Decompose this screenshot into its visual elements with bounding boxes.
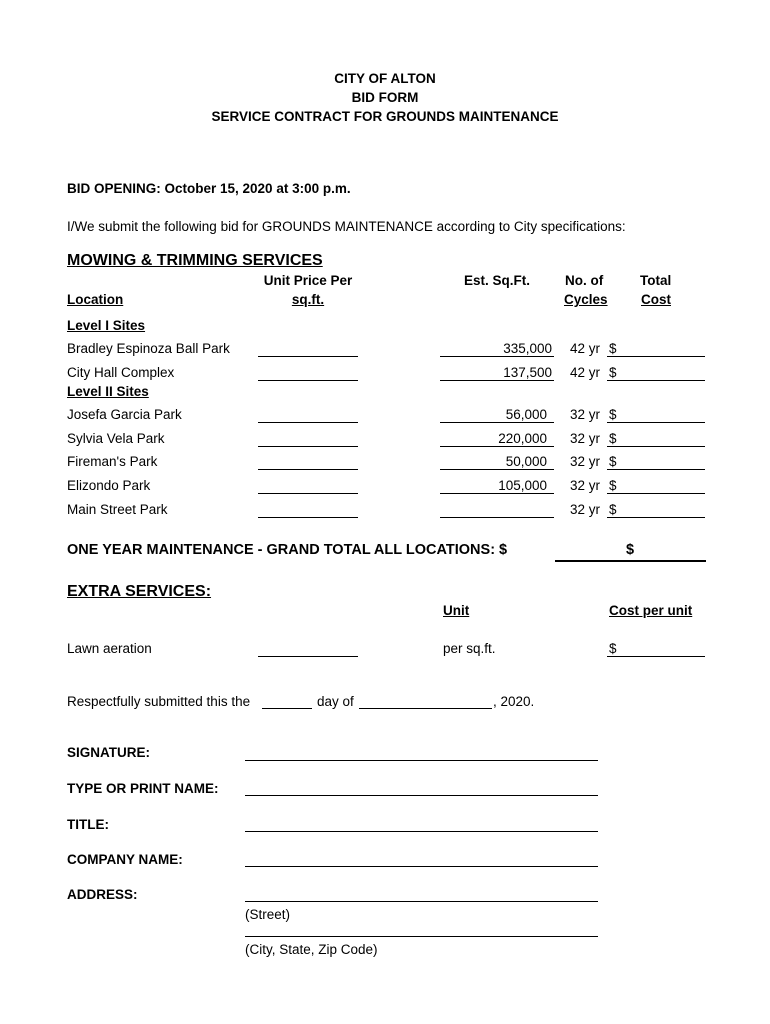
level2-heading: Level II Sites <box>67 384 149 399</box>
grand-total-label: ONE YEAR MAINTENANCE - GRAND TOTAL ALL LOCATIONS: $ <box>67 542 508 558</box>
city-caption: (City, State, Zip Code) <box>245 942 378 957</box>
dollar-sign: $ <box>609 341 617 356</box>
day-field[interactable] <box>262 708 312 709</box>
unit-price-field[interactable] <box>258 422 358 423</box>
dollar-sign: $ <box>609 502 617 517</box>
sqft-field[interactable] <box>440 517 554 518</box>
dollar-sign: $ <box>609 478 617 493</box>
total-cost-field[interactable] <box>607 493 705 494</box>
extra-price-field[interactable] <box>258 656 358 657</box>
cycles-value: 32 yr <box>570 431 601 446</box>
site-name: Bradley Espinoza Ball Park <box>67 341 230 356</box>
total-cost-field[interactable] <box>607 469 705 470</box>
col-unit: Unit <box>443 603 470 618</box>
cycles-value: 32 yr <box>570 454 601 469</box>
mowing-title: MOWING & TRIMMING SERVICES <box>67 252 323 269</box>
dollar-sign: $ <box>609 407 617 422</box>
extra-item: Lawn aeration <box>67 641 152 656</box>
header-contract: SERVICE CONTRACT FOR GROUNDS MAINTENANCE <box>211 109 559 124</box>
title-label: TITLE: <box>67 817 109 832</box>
unit-price-field[interactable] <box>258 356 358 357</box>
title-field[interactable] <box>245 831 598 832</box>
submitted-dayof: day of <box>317 694 354 709</box>
sqft-value: 220,000 <box>498 431 547 446</box>
unit-price-field[interactable] <box>258 446 358 447</box>
unit-price-field[interactable] <box>258 493 358 494</box>
intro-text: I/We submit the following bid for GROUNDS MAINTENANCE according to City specifications: <box>67 219 626 234</box>
sqft-value: 137,500 <box>503 365 552 380</box>
total-cost-field[interactable] <box>607 422 705 423</box>
site-name: Josefa Garcia Park <box>67 407 182 422</box>
site-name: Fireman's Park <box>67 454 158 469</box>
sqft-underline <box>440 380 554 381</box>
cycles-value: 32 yr <box>570 407 601 422</box>
signature-field[interactable] <box>245 760 598 761</box>
sqft-underline <box>440 446 554 447</box>
col-cycles: No. of <box>565 273 604 288</box>
col-total: Total <box>640 273 672 288</box>
submitted-year: , 2020. <box>493 694 535 709</box>
header-city: CITY OF ALTON <box>334 71 436 86</box>
col-unit-price-sqft: sq.ft. <box>291 292 325 307</box>
dollar-sign: $ <box>609 454 617 469</box>
signature-label: SIGNATURE: <box>67 745 150 760</box>
address-label: ADDRESS: <box>67 887 138 902</box>
extra-cost-field[interactable] <box>607 656 705 657</box>
dollar-sign: $ <box>609 365 617 380</box>
site-name: Elizondo Park <box>67 478 151 493</box>
print-name-label: TYPE OR PRINT NAME: <box>67 781 219 796</box>
sqft-value: 56,000 <box>505 407 547 422</box>
total-cost-field[interactable] <box>607 446 705 447</box>
level1-heading: Level I Sites <box>67 318 146 333</box>
extra-title: EXTRA SERVICES: <box>67 583 212 600</box>
extra-dollar: $ <box>609 641 617 656</box>
street-field[interactable] <box>245 901 598 902</box>
col-cycles-2: Cycles <box>564 292 608 307</box>
street-caption: (Street) <box>245 907 291 922</box>
bid-opening: BID OPENING: October 15, 2020 at 3:00 p.m. <box>67 181 351 196</box>
sqft-value: 105,000 <box>498 478 547 493</box>
sqft-underline <box>440 422 554 423</box>
extra-unit: per sq.ft. <box>443 641 496 656</box>
dollar-sign: $ <box>609 431 617 446</box>
sqft-underline <box>440 469 554 470</box>
unit-price-field[interactable] <box>258 469 358 470</box>
unit-price-field[interactable] <box>258 380 358 381</box>
company-field[interactable] <box>245 866 598 867</box>
cycles-value: 42 yr <box>570 341 601 356</box>
cycles-value: 42 yr <box>570 365 601 380</box>
total-cost-field[interactable] <box>607 380 705 381</box>
sqft-underline <box>440 356 554 357</box>
company-label: COMPANY NAME: <box>67 852 183 867</box>
unit-price-field[interactable] <box>258 517 358 518</box>
cycles-value: 32 yr <box>570 502 601 517</box>
site-name: Sylvia Vela Park <box>67 431 165 446</box>
site-name: City Hall Complex <box>67 365 175 380</box>
site-name: Main Street Park <box>67 502 168 517</box>
total-cost-field[interactable] <box>607 356 705 357</box>
city-field[interactable] <box>245 936 598 937</box>
month-field[interactable] <box>359 708 492 709</box>
header-form: BID FORM <box>351 90 419 105</box>
col-sqft: Est. Sq.Ft. <box>464 273 531 288</box>
col-location: Location <box>67 292 124 307</box>
grand-total-field[interactable] <box>555 560 706 562</box>
col-total-2: Cost <box>641 292 671 307</box>
grand-total-dollar: $ <box>626 542 635 558</box>
col-cost-per-unit: Cost per unit <box>609 603 693 618</box>
total-cost-field[interactable] <box>607 517 705 518</box>
sqft-underline <box>440 493 554 494</box>
submitted-text: Respectfully submitted this the <box>67 694 251 709</box>
sqft-value: 335,000 <box>503 341 552 356</box>
sqft-value: 50,000 <box>505 454 547 469</box>
print-name-field[interactable] <box>245 795 598 796</box>
col-unit-price: Unit Price Per <box>263 273 353 288</box>
cycles-value: 32 yr <box>570 478 601 493</box>
